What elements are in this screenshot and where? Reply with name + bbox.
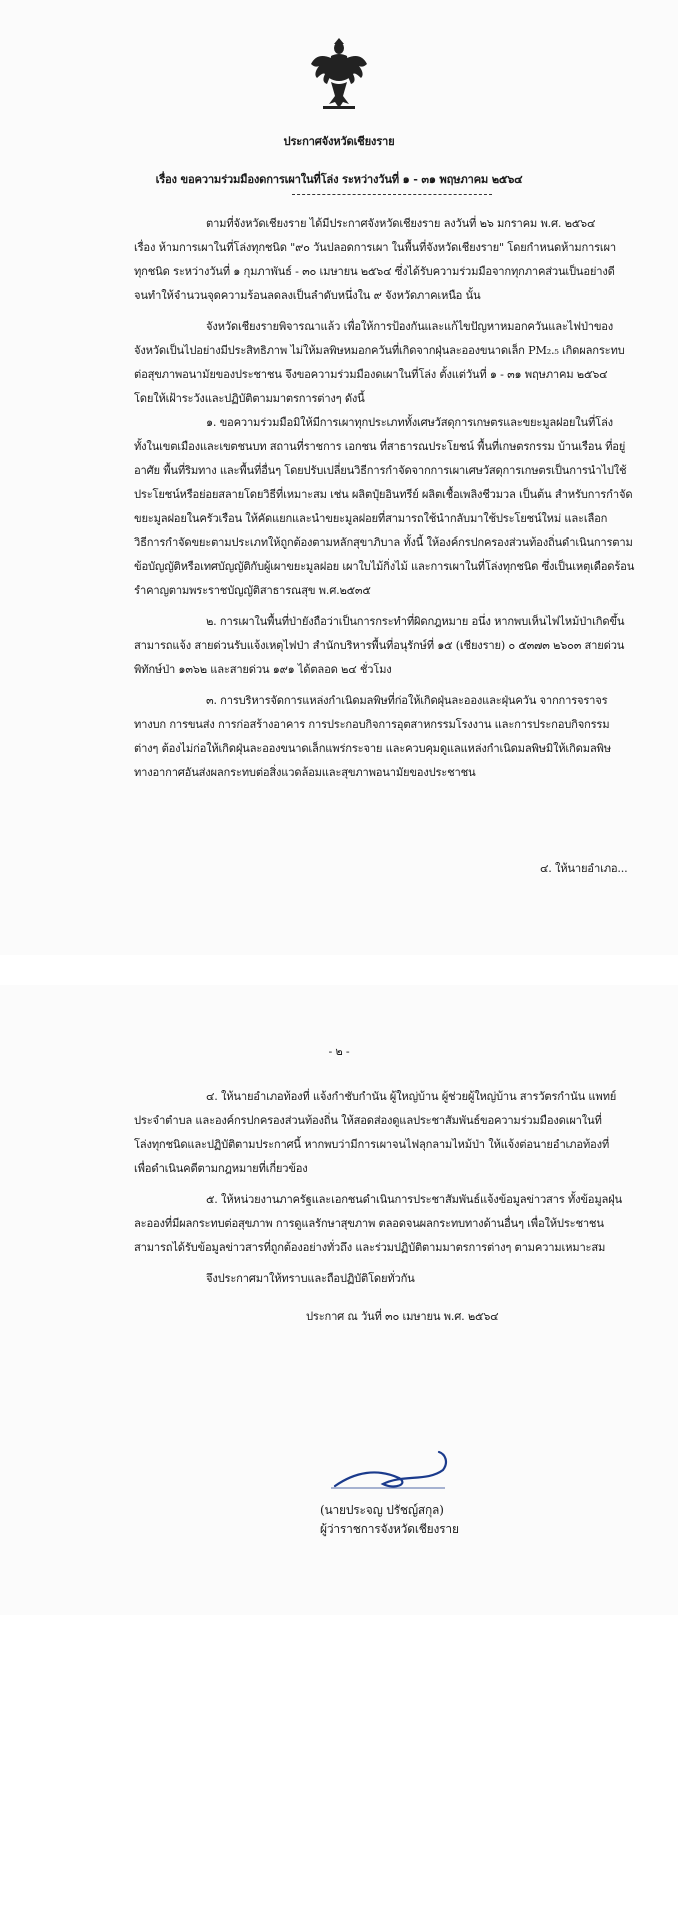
paragraph-line: สามารถได้รับข้อมูลข่าวสารที่ถูกต้องอย่างทั่วถึง และร่วมปฏิบัติตามมาตรการต่างๆ ตามความเหมาะสม — [134, 1241, 606, 1254]
page-separator — [0, 955, 678, 985]
measure-item-5: ๕. ให้หน่วยงานภาครัฐและเอกชนดำเนินการประชาสัมพันธ์แจ้งข้อมูลข่าวสาร ทั้งข้อมูลฝุ่น — [206, 1193, 622, 1206]
signer-position: ผู้ว่าราชการจังหวัดเชียงราย — [320, 1522, 459, 1536]
paragraph-line: ตามที่จังหวัดเชียงราย ได้มีประกาศจังหวัดเชียงราย ลงวันที่ ๒๖ มกราคม พ.ศ. ๒๕๖๔ — [206, 217, 596, 230]
paragraph-line: ต่างๆ ต้องไม่ก่อให้เกิดฝุ่นละอองขนาดเล็กแพร่กระจาย และควบคุมดูแลแหล่งกำเนิดมลพิษมิให้เกิดมลพิษ — [134, 742, 611, 755]
paragraph-line: เพื่อดำเนินคดีตามกฎหมายที่เกี่ยวข้อง — [134, 1162, 308, 1175]
paragraph-line: ประโยชน์หรือย่อยสลายโดยวิธีที่เหมาะสม เช่น ผลิตปุ๋ยอินทรีย์ ผลิตเชื้อเพลิงชีวมวล เป็นต้น สำหรับการกำจัด — [134, 488, 633, 501]
paragraph-line: ทางบก การขนส่ง การก่อสร้างอาคาร การประกอบกิจการอุตสาหกรรมโรงงาน และการประกอบกิจกรรม — [134, 718, 610, 731]
measure-item-3: ๓. การบริหารจัดการแหล่งกำเนิดมลพิษที่ก่อให้เกิดฝุ่นละอองและฝุ่นควัน จากการจราจร — [206, 694, 608, 707]
paragraph-line: สามารถแจ้ง สายด่วนรับแจ้งเหตุไฟป่า สำนักบริหารพื้นที่อนุรักษ์ที่ ๑๕ (เชียงราย) ๐ ๕๓๗๓ ๒๖๐๓ สายด่วน — [134, 639, 625, 652]
paragraph-line: วิธีการกำจัดขยะตามประเภทให้ถูกต้องตามหลักสุขาภิบาล ทั้งนี้ ให้องค์กรปกครองส่วนท้องถิ่นดำเนินการตาม — [134, 536, 633, 549]
paragraph-line: อาศัย พื้นที่ริมทาง และพื้นที่อื่นๆ โดยปรับเปลี่ยนวิธีการกำจัดจากการเผาเศษวัสดุการเกษตรเป็นการนำไปใช้ — [134, 464, 627, 477]
paragraph-line: ขยะมูลฝอยในครัวเรือน ให้คัดแยกและนำขยะมูลฝอยที่สามารถใช้นำกลับมาใช้ประโยชน์ใหม่ และเลือก — [134, 512, 608, 525]
paragraph-line: ประจำตำบล และองค์กรปกครองส่วนท้องถิ่น ให้สอดส่องดูแลประชาสัมพันธ์ขอความร่วมมืองดเผาในที่ — [134, 1114, 602, 1127]
paragraph-line: เรื่อง ห้ามการเผาในที่โล่งทุกชนิด "๙๐ วันปลอดการเผา ในพื้นที่จังหวัดเชียงราย" โดยกำหนดห้ามการเผา — [134, 241, 616, 254]
paragraph-line: จนทำให้จำนวนจุดความร้อนลดลงเป็นลำดับหนึ่งใน ๙ จังหวัดภาคเหนือ นั้น — [134, 289, 481, 302]
paragraph-line: ข้อบัญญัติหรือเทศบัญญัติกับผู้เผาขยะมูลฝอย เผาใบไม้กิ่งไม้ และการเผาในที่โล่งทุกชนิด ซึ่งเป็นเหตุเดือดร้อน — [134, 560, 635, 573]
paragraph-line: ทุกชนิด ระหว่างวันที่ ๑ กุมภาพันธ์ - ๓๐ เมษายน ๒๕๖๔ ซึ่งได้รับความร่วมมือจากทุกภาคส่วนเป็นอย่างดี — [134, 265, 615, 278]
page-number: - ๒ - — [328, 1045, 350, 1058]
garuda-emblem-icon — [309, 38, 369, 110]
measure-item-1: ๑. ขอความร่วมมือมิให้มีการเผาทุกประเภททั้งเศษวัสดุการเกษตรและขยะมูลฝอยในที่โล่ง — [206, 416, 613, 429]
paragraph-line: ต่อสุขภาพอนามัยของประชาชน จึงขอความร่วมมืองดเผาในที่โล่ง ตั้งแต่วันที่ ๑ - ๓๑ พฤษภาคม ๒๕๖๔ — [134, 368, 608, 381]
signature-icon — [325, 1448, 465, 1493]
paragraph-line: พิทักษ์ป่า ๑๓๖๒ และสายด่วน ๑๙๑ ได้ตลอด ๒๔ ชั่วโมง — [134, 663, 392, 676]
paragraph-line: โดยให้เฝ้าระวังและปฏิบัติตามมาตรการต่างๆ ดังนี้ — [134, 392, 365, 405]
measure-item-2: ๒. การเผาในพื้นที่ป่ายังถือว่าเป็นการกระทำที่ผิดกฎหมาย อนึ่ง หากพบเห็นไฟไหม้ป่าเกิดขึ้น — [206, 615, 625, 628]
closing-statement: จึงประกาศมาให้ทราบและถือปฏิบัติโดยทั่วกัน — [206, 1272, 415, 1285]
paragraph-line: จังหวัดเชียงรายพิจารณาแล้ว เพื่อให้การป้องกันและแก้ไขปัญหาหมอกควันและไฟป่าของ — [206, 320, 614, 333]
paragraph-line: ทั้งในเขตเมืองและเขตชนบท สถานที่ราชการ เอกชน ที่สาธารณประโยชน์ พื้นที่เกษตรกรรม บ้านเรือน ที่อยู่ — [134, 440, 626, 453]
title-divider — [292, 194, 492, 195]
paragraph-line: ทางอากาศอันส่งผลกระทบต่อสิ่งแวดล้อมและสุขภาพอนามัยของประชาชน — [134, 766, 476, 779]
blank-area — [0, 1615, 678, 1920]
announcement-subject: เรื่อง ขอความร่วมมืองดการเผาในที่โล่ง ระหว่างวันที่ ๑ - ๓๑ พฤษภาคม ๒๕๖๔ — [155, 172, 523, 186]
paragraph-line: ละอองที่มีผลกระทบต่อสุขภาพ การดูแลรักษาสุขภาพ ตลอดจนผลกระทบทางด้านอื่นๆ เพื่อให้ประชาชน — [134, 1217, 604, 1230]
continuation-marker: ๔. ให้นายอำเภอ... — [540, 862, 628, 875]
measure-item-4: ๔. ให้นายอำเภอท้องที่ แจ้งกำชับกำนัน ผู้ใหญ่บ้าน ผู้ช่วยผู้ใหญ่บ้าน สารวัตรกำนัน แพทย์ — [206, 1090, 617, 1103]
signer-name: (นายประจญ ปรัชญ์สกุล) — [320, 1503, 444, 1517]
paragraph-line: โล่งทุกชนิดและปฏิบัติตามประกาศนี้ หากพบว่ามีการเผาจนไฟลุกลามไหม้ป่า ให้แจ้งต่อนายอำเภอท้องที่ — [134, 1138, 610, 1151]
document-page-2 — [0, 985, 678, 1615]
paragraph-line: จังหวัดเป็นไปอย่างมีประสิทธิภาพ ไม่ให้มลพิษหมอกควันที่เกิดจากฝุ่นละอองขนาดเล็ก PM₂.₅ เกิดผลกระทบ — [134, 344, 625, 357]
announcement-date: ประกาศ ณ วันที่ ๓๐ เมษายน พ.ศ. ๒๕๖๔ — [306, 1310, 499, 1323]
announcement-title: ประกาศจังหวัดเชียงราย — [283, 134, 395, 148]
paragraph-line: รำคาญตามพระราชบัญญัติสาธารณสุข พ.ศ.๒๕๓๕ — [134, 584, 371, 597]
